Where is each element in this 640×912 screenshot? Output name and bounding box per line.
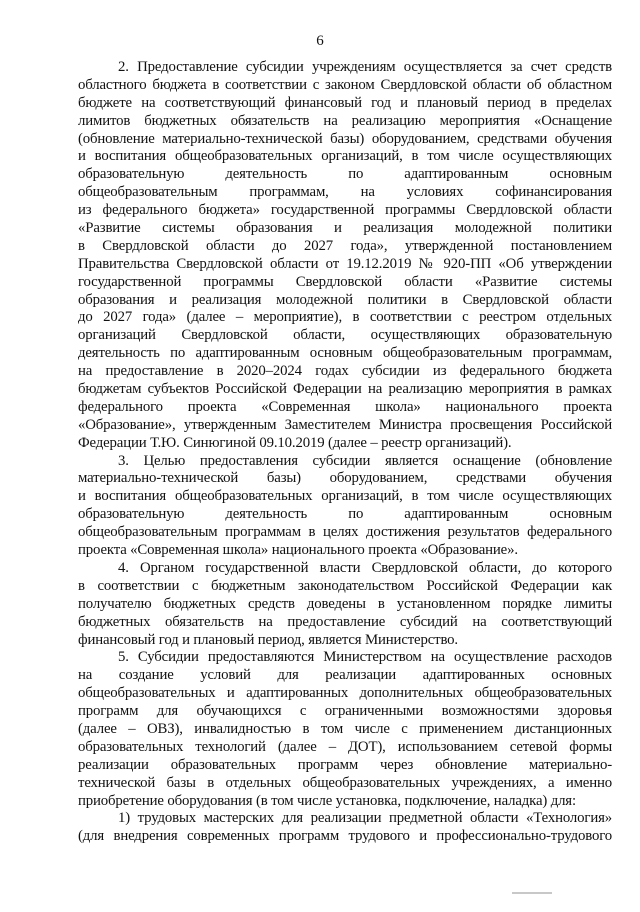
text-line: 3. Целью предоставления субсидии является оснащение (обновление [118,452,612,469]
paragraph [78,453,612,560]
text-line: федерального проекта «Современная школа» национального проекта [78,398,612,415]
text-line: организаций Свердловской области, осуществляющих образовательную [78,327,612,344]
text-line: (обновление материально-технической базы) оборудованием, средствами обучения [78,130,612,147]
text-line: бюджете на соответствующий финансовый год и плановый период в пределах [78,94,612,111]
text-line: 1) трудовых мастерских для реализации предметной области «Технология» [118,810,612,827]
text-line: до 2027 года» (далее – мероприятие), в соответствии с реестром отдельных [78,309,612,326]
document-body [78,59,612,846]
text-line: материально-технической базы) оборудованием, средствами обучения [78,470,612,487]
text-line: (далее – ОВЗ), инвалидностью в том числе с применением дистанционных [78,720,612,737]
paragraph [78,59,612,453]
scan-mark [512,892,552,894]
text-line: образовательных технологий (далее – ДОТ), использованием сетевой формы [78,738,612,755]
text-line: на создание условий для реализации адаптированных основных [78,667,612,684]
text-line: 4. Органом государственной власти Свердловской области, до которого [118,559,612,576]
text-line: общеобразовательным программам, на условиях софинансирования [78,184,612,201]
text-line: «Образование», утвержденным Заместителем Министра просвещения Российской [78,416,612,433]
text-line: финансовый год и плановый период, является Министерство. [78,631,458,648]
page-number: 6 [316,33,324,49]
text-line: 5. Субсидии предоставляются Министерством на осуществление расходов [118,649,612,666]
text-line: областного бюджета в соответствии с законом Свердловской области об областном [78,76,612,93]
text-line: и воспитания общеобразовательных организаций, в том числе осуществляющих [78,148,612,165]
text-line: общеобразовательным программам в целях достижения результатов федерального [78,524,612,541]
text-line: образовательную деятельность по адаптированным основным [78,166,612,183]
text-line: Правительства Свердловской области от 19.12.2019 № 920-ПП «Об утверждении [78,255,612,272]
text-line: (для внедрения современных программ трудового и профессионально-трудового [78,828,612,845]
text-line: на предоставление в 2020–2024 годах субсидии из федерального бюджета [78,363,612,380]
text-line: получателю бюджетных средств доведены в установленном порядке лимиты [78,595,612,612]
text-line: бюджетных обязательств на предоставление субсидий на соответствующий [78,613,612,630]
text-line: лимитов бюджетных обязательств на реализацию мероприятия «Оснащение [78,112,612,129]
text-line: в соответствии с бюджетным законодательством Российской Федерации как [78,577,612,594]
text-line: и воспитания общеобразовательных организаций, в том числе осуществляющих [78,488,612,505]
text-line: государственной программы Свердловской области «Развитие системы [78,273,612,290]
paragraph [78,810,612,846]
text-line: 2. Предоставление субсидии учреждениям осуществляется за счет средств [118,59,612,75]
text-line: образования и реализация молодежной политики в Свердловской области [78,291,612,308]
text-line: технической базы в отдельных общеобразовательных учреждениях, а именно [78,774,612,791]
paragraph [78,560,612,649]
text-line: программ для обучающихся с ограниченными возможностями здоровья [78,703,612,720]
text-line: бюджетам субъектов Российской Федерации на реализацию мероприятия в рамках [78,381,612,398]
text-line: Федерации Т.Ю. Синюгиной 09.10.2019 (далее – реестр организаций). [78,434,512,451]
paragraph [78,649,612,810]
text-line: деятельность по адаптированным основным общеобразовательным программам, [78,345,612,362]
text-line: общеобразовательных и адаптированных дополнительных общеобразовательных [78,685,612,702]
text-line: «Развитие системы образования и реализация молодежной политики [78,220,612,237]
text-line: проекта «Современная школа» национального проекта «Образование». [78,542,518,559]
text-line: из федерального бюджета» государственной программы Свердловской области [78,202,612,219]
text-line: реализации образовательных программ через обновление материально- [78,756,612,773]
text-line: образовательную деятельность по адаптированным основным [78,506,612,523]
text-line: приобретение оборудования (в том числе установка, подключение, наладка) для: [78,792,576,809]
text-line: в Свердловской области до 2027 года», утвержденной постановлением [78,237,612,254]
